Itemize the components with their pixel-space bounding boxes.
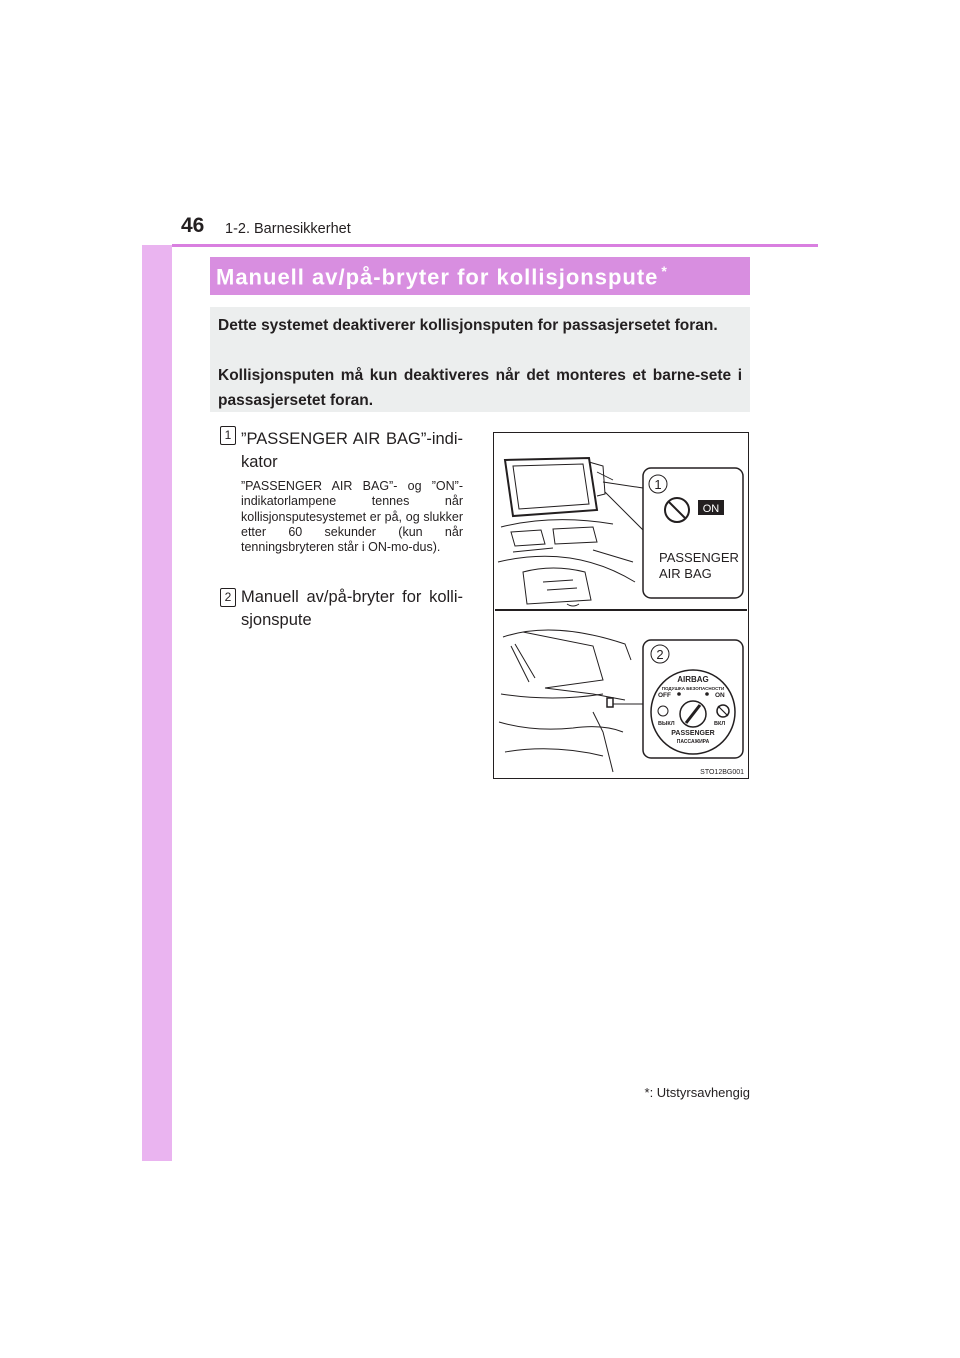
- page-number: 46: [181, 214, 205, 237]
- passenger-switch-label-ru: ПАССАЖИРА: [676, 739, 710, 745]
- section-title-text: Manuell av/på-bryter for kollisjonspute: [216, 264, 659, 290]
- passenger-label: PASSENGER: [659, 550, 739, 565]
- intro-paragraph-2: Kollisjonsputen må kun deaktiveres når det monteres et barne-sete i passasjersetet foran.: [218, 367, 742, 409]
- callout-2: [643, 640, 743, 758]
- off-label: OFF: [658, 692, 671, 699]
- off-label-ru: ВЫКЛ: [658, 721, 675, 727]
- figure-code: STO12BG001: [700, 769, 744, 776]
- airbag-label: AIRBAG: [677, 675, 709, 684]
- section-title-bar: [210, 257, 750, 295]
- on-indicator-label: ON: [702, 503, 720, 515]
- section-title: [216, 263, 668, 290]
- on-label: ON: [715, 692, 725, 699]
- chapter-title: 1-2. Barnesikkerhet: [225, 221, 351, 237]
- item-1-description: ”PASSENGER AIR BAG”- og ”ON”-indikatorlampene tennes når kollisjonsputesystemet er på, og slukker etter 60 sekunder (kun når tenningsbryteren står i ON-mo-dus).: [241, 479, 463, 555]
- item-2-number: 2: [220, 588, 236, 607]
- item-2-heading: Manuell av/på-bryter for kolli-sjonspute: [241, 588, 463, 629]
- item-1-number: 1: [220, 426, 236, 445]
- header-band: [142, 195, 818, 245]
- intro-paragraph-1: Dette systemet deaktiverer kollisjonsputen for passasjersetet foran.: [218, 317, 718, 334]
- intro-box: [210, 307, 750, 412]
- air-bag-label: AIR BAG: [659, 566, 712, 581]
- equipment-mark: *: [661, 263, 668, 279]
- item-1-heading: ”PASSENGER AIR BAG”-indi-kator: [241, 430, 463, 471]
- header-rule: [172, 244, 818, 247]
- airbag-illustration-svg: [493, 432, 749, 779]
- callout-1-number: 1: [654, 477, 662, 492]
- airbag-illustration: [493, 432, 749, 779]
- footnote: [604, 1085, 750, 1100]
- airbag-label-ru: ПОДУШКА БЕЗОПАСНОСТИ: [661, 686, 725, 691]
- side-strip: [142, 195, 172, 1161]
- callout-1: [643, 468, 743, 598]
- on-label-ru: ВКЛ: [714, 721, 726, 727]
- footnote-text: : Utstyrsavhengig: [649, 1085, 750, 1100]
- passenger-switch-label: PASSENGER: [671, 730, 715, 737]
- footnote-mark: *: [644, 1085, 650, 1100]
- callout-2-number: 2: [656, 647, 664, 662]
